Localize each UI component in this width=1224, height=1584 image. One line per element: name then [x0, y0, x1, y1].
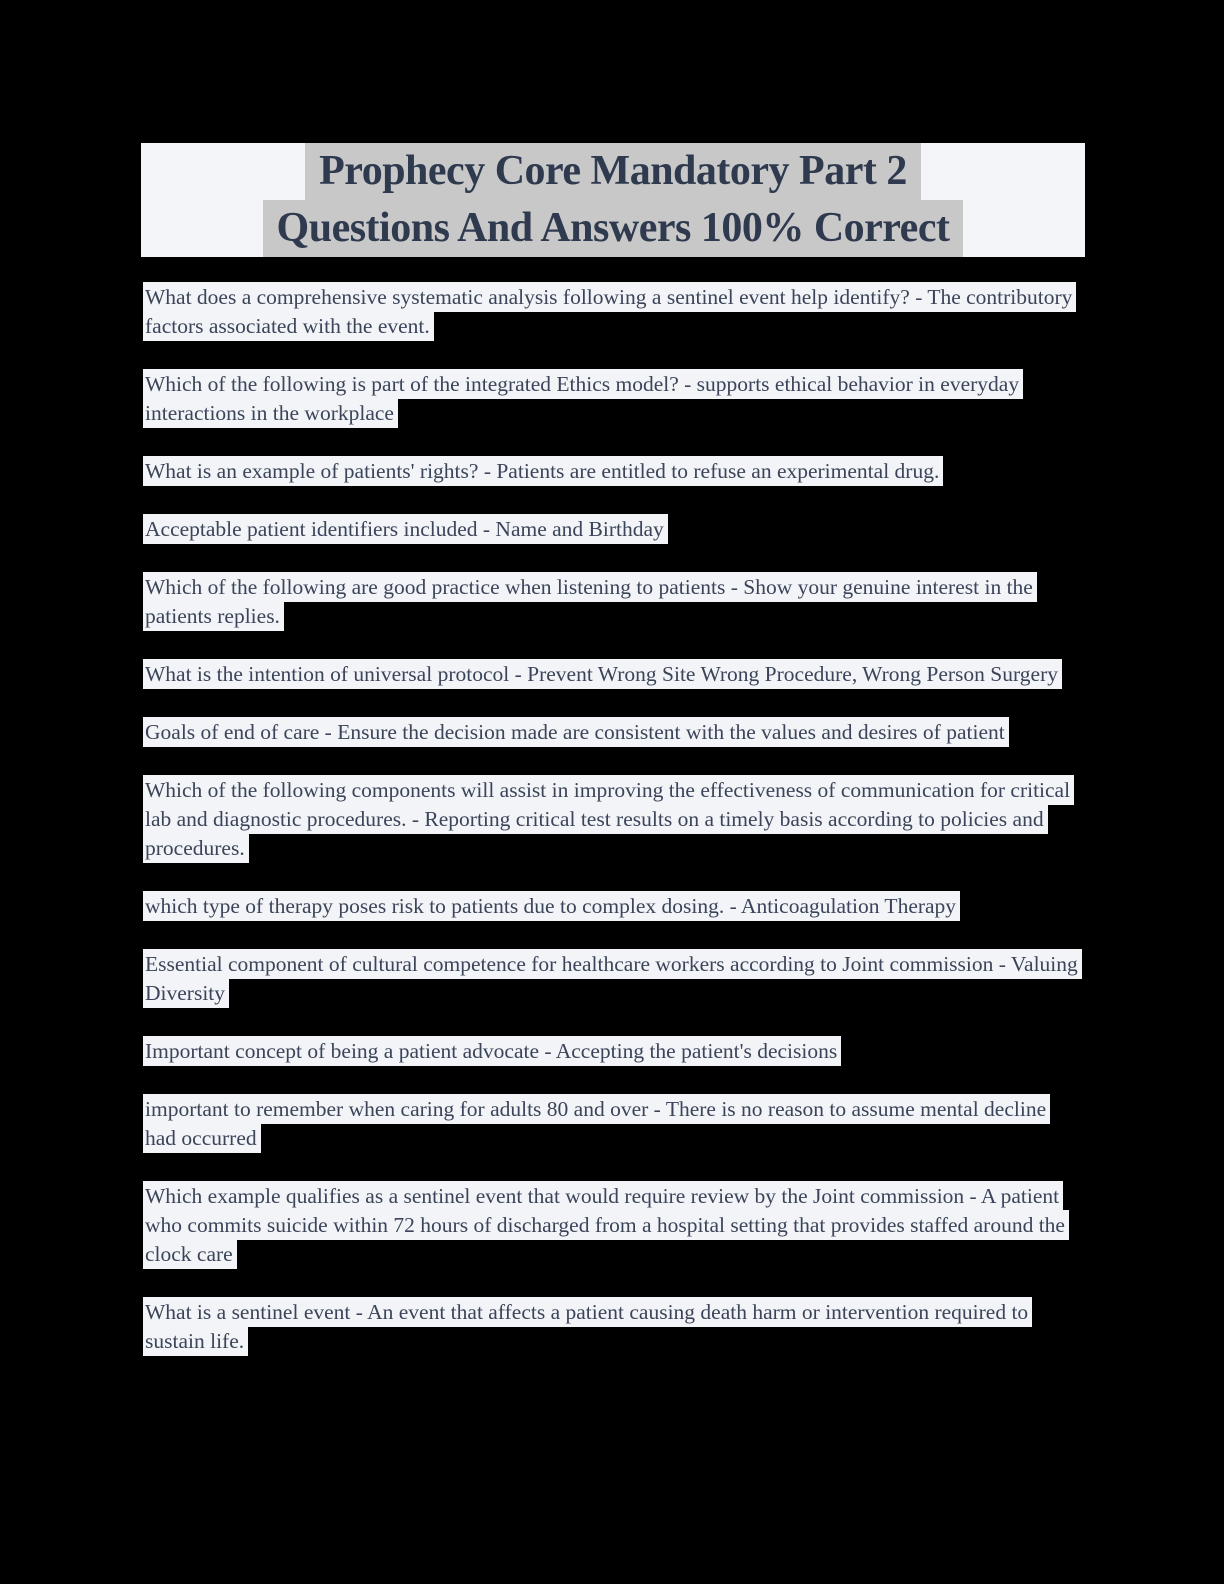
qa-item: [143, 950, 1081, 1008]
qa-text: Which of the following components will assist in improving the effectiveness of communication for critical lab and diagnostic procedures. - Reporting critical test results on a timely basis according to policies and procedures.: [143, 775, 1074, 863]
qa-text: Which example qualifies as a sentinel event that would require review by the Joint commission - A patient who commits suicide within 72 hours of discharged from a hospital setting that provides staffed around the clock care: [143, 1181, 1069, 1269]
qa-item: [143, 660, 1081, 689]
qa-item: [143, 1095, 1081, 1153]
qa-text: which type of therapy poses risk to patients due to complex dosing. - Anticoagulation Therapy: [143, 891, 960, 921]
document-title-line2: Questions And Answers 100% Correct: [263, 200, 964, 257]
qa-text: What does a comprehensive systematic analysis following a sentinel event help identify? - The contributory factors associated with the event.: [143, 282, 1076, 341]
qa-item: [143, 370, 1081, 428]
qa-item: [143, 892, 1081, 921]
qa-text: important to remember when caring for adults 80 and over - There is no reason to assume mental decline had occurred: [143, 1094, 1050, 1153]
qa-item: [143, 283, 1081, 341]
qa-item: [143, 1298, 1081, 1356]
qa-item: [143, 457, 1081, 486]
qa-content: [143, 283, 1081, 1385]
title-block: [141, 143, 1085, 257]
qa-text: Essential component of cultural competence for healthcare workers according to Joint commission - Valuing Diversity: [143, 949, 1082, 1008]
qa-text: Important concept of being a patient advocate - Accepting the patient's decisions: [143, 1036, 841, 1066]
document-title-line1: Prophecy Core Mandatory Part 2: [305, 143, 921, 200]
qa-text: What is the intention of universal protocol - Prevent Wrong Site Wrong Procedure, Wrong Person Surgery: [143, 659, 1062, 689]
qa-item: [143, 515, 1081, 544]
qa-text: Which of the following is part of the integrated Ethics model? - supports ethical behavior in everyday interactions in the workplace: [143, 369, 1023, 428]
title-line-1: [141, 143, 1085, 200]
qa-item: [143, 1037, 1081, 1066]
qa-text: What is an example of patients' rights? - Patients are entitled to refuse an experimental drug.: [143, 456, 943, 486]
qa-text: Acceptable patient identifiers included - Name and Birthday: [143, 514, 668, 544]
qa-item: [143, 1182, 1081, 1269]
title-line-2: [141, 200, 1085, 257]
qa-text: Goals of end of care - Ensure the decision made are consistent with the values and desires of patient: [143, 717, 1009, 747]
qa-item: [143, 776, 1081, 863]
qa-text: Which of the following are good practice when listening to patients - Show your genuine interest in the patients replies.: [143, 572, 1037, 631]
qa-item: [143, 573, 1081, 631]
qa-text: What is a sentinel event - An event that affects a patient causing death harm or intervention required to sustain life.: [143, 1297, 1032, 1356]
qa-item: [143, 718, 1081, 747]
